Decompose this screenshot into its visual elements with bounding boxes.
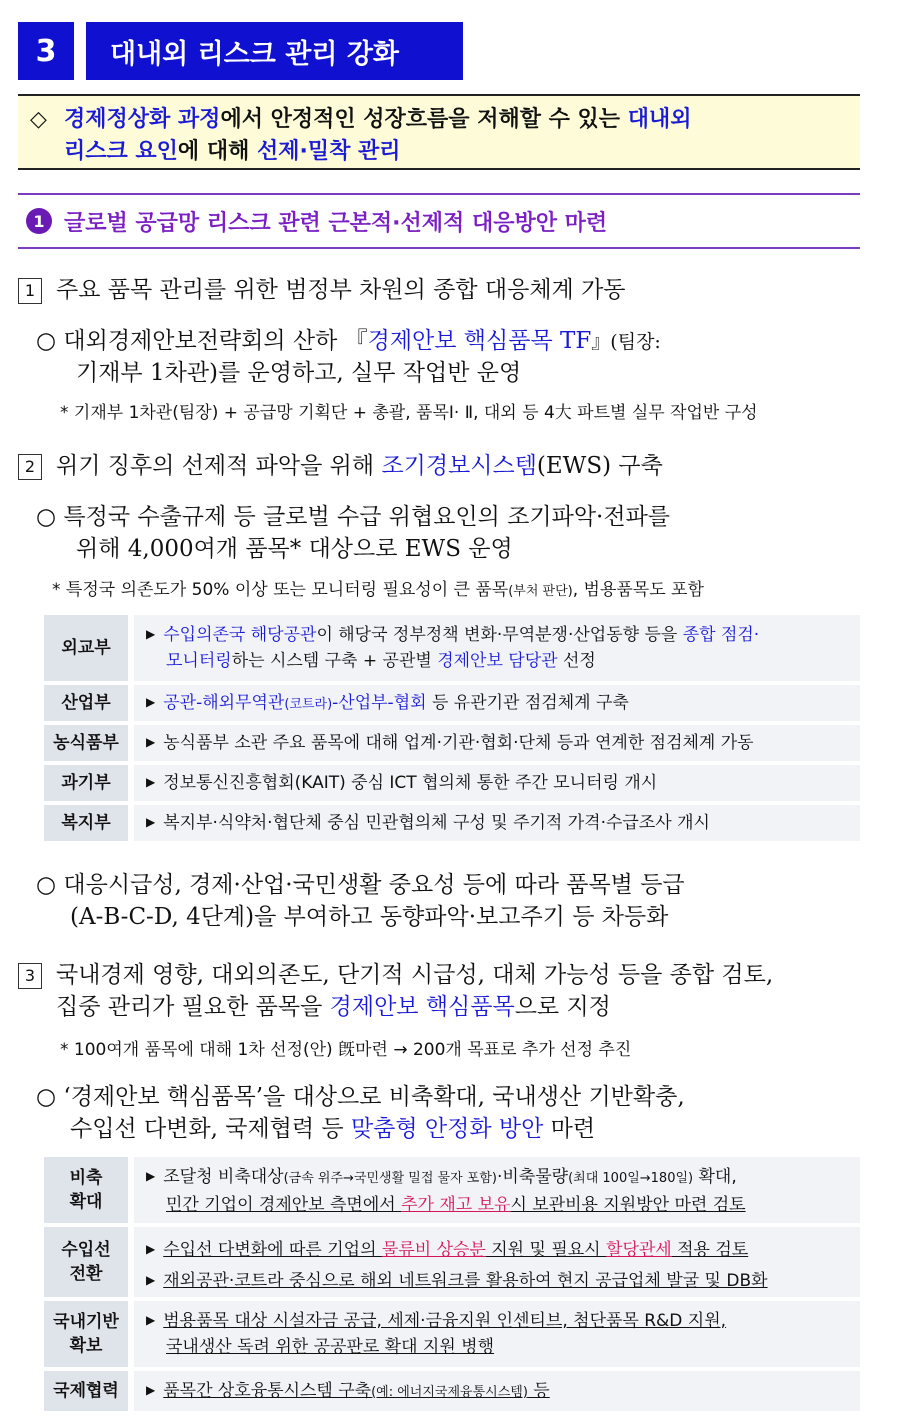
cell-text: 품목간 상호융통시스템 구축 bbox=[163, 1381, 372, 1401]
cell-text: 물류비 상승분 bbox=[381, 1240, 486, 1260]
item-2-bullet-b-cont: (A-B-C-D, 4단계)을 부여하고 동향파악·보고주기 등 차등화 bbox=[70, 904, 669, 930]
item-3-note: * 100여개 품목에 대해 1차 선정(안) 旣마련 → 200개 목표로 추가 선정 추진 bbox=[60, 1040, 632, 1060]
subheading-text: 글로벌 공급망 리스크 관련 근본적·선제적 대응방안 마련 bbox=[64, 210, 608, 236]
section-number: 3 bbox=[18, 22, 74, 80]
row-label: 과기부 bbox=[44, 765, 128, 801]
item-3-heading-cont bbox=[56, 988, 611, 1021]
table-row bbox=[44, 685, 860, 721]
cell-text: 확대, bbox=[693, 1167, 737, 1187]
note-small: (부처 판단) bbox=[508, 584, 573, 599]
note-text: * 특정국 의존도가 50% 이상 또는 모니터링 필요성이 큰 품목 bbox=[52, 580, 509, 600]
summary-box bbox=[18, 94, 860, 170]
row-content bbox=[134, 1371, 860, 1411]
cell-text: 복지부·식약처·협단체 중심 민관협의체 구성 및 주기적 가격·수급조사 개시 bbox=[163, 813, 710, 833]
bullet-text: 수입선 다변화, 국제협력 등 bbox=[70, 1116, 351, 1142]
row-content bbox=[134, 685, 860, 721]
cell-text: 지원 및 필요시 bbox=[485, 1240, 607, 1260]
cell-text: 추가 재고 보유 bbox=[401, 1195, 511, 1215]
item-2-heading bbox=[18, 447, 663, 480]
item-text: 집중 관리가 필요한 품목을 bbox=[56, 994, 330, 1020]
cell-text: 공관-해외무역관 bbox=[163, 693, 285, 713]
cell-text: 농식품부 소관 주요 품목에 대해 업계·기관·협회·단체 등과 연계한 점검체계 가동 bbox=[163, 733, 754, 753]
cell-text: (금속 위주→국민생활 밀접 물자 포함) bbox=[283, 1171, 497, 1186]
row-content bbox=[134, 615, 860, 681]
cell-text: 조달청 비축대상 bbox=[163, 1167, 284, 1187]
cell-text: 재외공관·코트라 중심으로 해외 네트워크를 활용하여 현지 공급업체 발굴 및 DB화 bbox=[163, 1271, 768, 1291]
item-1-heading bbox=[18, 271, 626, 304]
item-2-note bbox=[52, 575, 704, 600]
triangle-icon: ▶ bbox=[146, 1313, 156, 1327]
table-row bbox=[44, 1301, 860, 1367]
bullet-tail: 마련 bbox=[543, 1116, 596, 1142]
summary-part: 에 대해 bbox=[177, 139, 257, 164]
row-content bbox=[134, 1301, 860, 1367]
row-label: 외교부 bbox=[44, 615, 128, 681]
cell-text: 범용품목 대상 시설자금 공급, 세제·금융지원 인센티브, 첨단품목 R&D 지원, bbox=[163, 1311, 727, 1331]
item-text: 주요 품목 관리를 위한 범정부 차원의 종합 대응체계 가동 bbox=[56, 277, 626, 303]
cell-text: 선정 bbox=[557, 651, 596, 671]
triangle-icon: ▶ bbox=[146, 735, 156, 749]
item-2-bullet-b: ○ 대응시급성, 경제·산업·국민생활 중요성 등에 따라 품목별 등급 bbox=[36, 872, 685, 898]
section-title: 대내외 리스크 관리 강화 bbox=[86, 22, 463, 80]
cell-text: (예: 에너지국제융통시스템) bbox=[371, 1385, 528, 1400]
cell-text: 등 유관기관 점검체계 구축 bbox=[426, 693, 629, 713]
summary-part: 리스크 요인 bbox=[64, 139, 178, 164]
triangle-icon: ▶ bbox=[146, 627, 156, 641]
item-text-tail: (EWS) 구축 bbox=[536, 453, 663, 479]
summary-part: 경제정상화 과정 bbox=[64, 107, 221, 132]
note-text-tail: , 범용품목도 포함 bbox=[572, 580, 704, 600]
cell-text: (최대 100일→180일) bbox=[568, 1171, 694, 1186]
item-text-tail: 으로 지정 bbox=[514, 994, 611, 1020]
item-3-bullet: ○ ‘경제안보 핵심품목’을 대상으로 비축확대, 국내생산 기반확충, bbox=[36, 1084, 685, 1110]
table-row bbox=[44, 765, 860, 801]
cell-text: 적용 검토 bbox=[671, 1240, 749, 1260]
section-header bbox=[18, 22, 463, 80]
cell-text: 종합 점검· bbox=[682, 625, 760, 645]
item-3-bullet-cont bbox=[70, 1110, 595, 1143]
cell-text: 수입의존국 해당공관 bbox=[163, 625, 317, 645]
box-number: 2 bbox=[18, 454, 42, 480]
row-label: 국제협력 bbox=[44, 1371, 128, 1411]
table-row bbox=[44, 1227, 860, 1297]
cell-text: 민간 기업이 경제안보 측면에서 bbox=[166, 1195, 402, 1215]
triangle-icon: ▶ bbox=[146, 775, 156, 789]
triangle-icon: ▶ bbox=[146, 695, 156, 709]
cell-text: 수입선 다변화에 따른 기업의 bbox=[163, 1240, 382, 1260]
item-1-note: * 기재부 1차관(팀장) + 공급망 기획단 + 총괄, 품목Ⅰ· Ⅱ, 대외 등 4大 파트별 실무 작업반 구성 bbox=[60, 403, 758, 423]
summary-part: 에서 안정적인 성장흐름을 저해할 수 있는 bbox=[220, 107, 628, 132]
summary-part: 대내외 bbox=[627, 107, 692, 132]
row-label: 비축 확대 bbox=[44, 1157, 128, 1223]
cell-text: 국내생산 독려 위한 공공판로 확대 지원 병행 bbox=[166, 1337, 495, 1357]
row-label: 산업부 bbox=[44, 685, 128, 721]
triangle-icon: ▶ bbox=[146, 1273, 156, 1287]
bullet-text: ○ 대외경제안보전략회의 산하 『 bbox=[36, 328, 368, 354]
item-1-bullet bbox=[36, 322, 661, 355]
cell-text: 등 bbox=[527, 1381, 550, 1401]
row-content bbox=[134, 1157, 860, 1223]
cell-text: (코트라) bbox=[284, 697, 333, 712]
item-2-bullet: ○ 특정국 수출규제 등 글로벌 수급 위협요인의 조기파악·전파를 bbox=[36, 504, 671, 530]
row-content bbox=[134, 765, 860, 801]
box-number: 1 bbox=[18, 278, 42, 304]
cell-text: 이 해당국 정부정책 변화·무역분쟁·산업동향 등을 bbox=[316, 625, 683, 645]
table-row bbox=[44, 615, 860, 681]
row-content bbox=[134, 1227, 860, 1297]
number-circle-icon: 1 bbox=[26, 208, 52, 234]
row-content bbox=[134, 725, 860, 761]
item-3-heading bbox=[18, 956, 773, 989]
table-row bbox=[44, 725, 860, 761]
triangle-icon: ▶ bbox=[146, 1169, 156, 1183]
cell-text: 시 보관비용 지원방안 마련 검토 bbox=[510, 1195, 746, 1215]
row-label: 수입선 전환 bbox=[44, 1227, 128, 1297]
item-2-bullet-cont: 위해 4,000여개 품목* 대상으로 EWS 운영 bbox=[76, 536, 513, 562]
row-content bbox=[134, 805, 860, 841]
cell-text: 정보통신진흥협회(KAIT) 중심 ICT 협의체 통한 주간 모니터링 개시 bbox=[163, 773, 658, 793]
triangle-icon: ▶ bbox=[146, 1383, 156, 1397]
item-1-bullet-cont: 기재부 1차관)를 운영하고, 실무 작업반 운영 bbox=[76, 360, 522, 386]
triangle-icon: ▶ bbox=[146, 1242, 156, 1256]
cell-text: 경제안보 담당관 bbox=[437, 651, 558, 671]
cell-text: 할당관세 bbox=[606, 1240, 672, 1260]
box-number: 3 bbox=[18, 963, 42, 989]
table-row bbox=[44, 805, 860, 841]
subheading bbox=[18, 193, 860, 249]
summary-part: 선제·밀착 관리 bbox=[257, 139, 401, 164]
table-row bbox=[44, 1157, 860, 1223]
triangle-icon: ▶ bbox=[146, 815, 156, 829]
item-highlight: 조기경보시스템 bbox=[381, 453, 537, 479]
row-label: 국내기반 확보 bbox=[44, 1301, 128, 1367]
cell-text: -산업부-협회 bbox=[332, 693, 427, 713]
cell-text: 하는 시스템 구축 + 공관별 bbox=[231, 651, 438, 671]
cell-text: ·비축물량 bbox=[496, 1167, 569, 1187]
item-text: 국내경제 영향, 대외의존도, 단기적 시급성, 대체 가능성 등을 종합 검토, bbox=[56, 962, 774, 988]
row-label: 농식품부 bbox=[44, 725, 128, 761]
bullet-tail: 』(팀장: bbox=[591, 331, 661, 353]
diamond-icon: ◇ bbox=[30, 107, 47, 132]
bullet-highlight: 맞춤형 안정화 방안 bbox=[350, 1116, 544, 1142]
cell-text: 모니터링 bbox=[166, 651, 232, 671]
item-text: 위기 징후의 선제적 파악을 위해 bbox=[56, 453, 382, 479]
item-highlight: 경제안보 핵심품목 bbox=[329, 994, 515, 1020]
bullet-highlight: 경제안보 핵심품목 TF bbox=[367, 328, 592, 354]
row-label: 복지부 bbox=[44, 805, 128, 841]
table-row bbox=[44, 1371, 860, 1411]
